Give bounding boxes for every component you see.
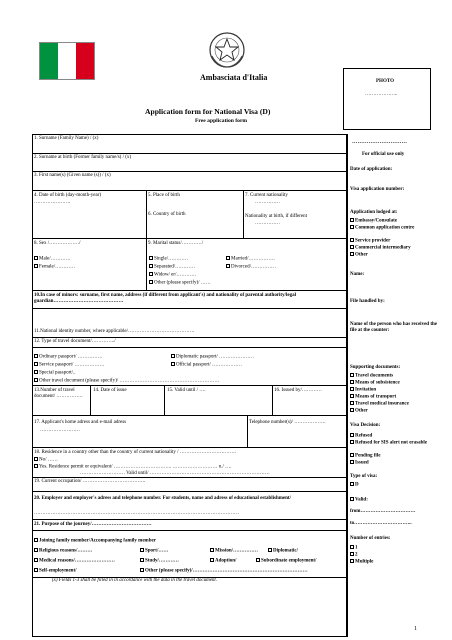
service-passport-label: Service passport/ ……………… (39, 362, 105, 368)
married-checkbox[interactable] (226, 256, 230, 260)
special-passport-checkbox[interactable] (34, 370, 38, 374)
residence-yes-option[interactable] (34, 464, 231, 471)
decision-pending-label: Pending file (355, 453, 381, 459)
support-travel-docs-checkbox[interactable] (350, 373, 354, 377)
visa-decision-title: Visa Decision: (350, 423, 381, 428)
sidebar-border (347, 134, 348, 637)
visa-number-label: Visa application number: (350, 187, 405, 192)
file-handled-label: File handled by: (350, 299, 385, 304)
self-employment-checkbox[interactable] (34, 568, 38, 572)
female-checkbox[interactable] (34, 264, 38, 268)
photo-label: PHOTO (376, 79, 394, 84)
other-status-label: Other (please specify)/ …… (154, 280, 211, 286)
male-label: Male/………… (39, 256, 71, 262)
decision-sis-option[interactable] (350, 440, 440, 447)
official-dotline: ………………………… (352, 139, 407, 145)
type-d-label: D (355, 482, 359, 488)
valid-checkbox[interactable] (350, 497, 354, 501)
joining-family-option[interactable] (34, 538, 156, 545)
special-passport-label: Special passport/.. (39, 370, 76, 376)
valid-from-line: from…………………………… (350, 509, 416, 514)
lodged-provider-label: Service provider (355, 238, 391, 244)
decision-refused-checkbox[interactable] (350, 433, 354, 437)
entries-2-option[interactable] (350, 552, 358, 559)
ordinary-passport-label: Ordinary passport/ …………… (39, 354, 103, 360)
religious-label: Religious reasons/……… (39, 548, 93, 554)
entries-2-label: 2 (355, 552, 358, 558)
support-invitation-label: Invitation (355, 387, 377, 393)
entries-title: Number of entries: (350, 536, 391, 541)
divorced-label: Divorced/…………… (231, 264, 276, 270)
lodged-at-title: Application lodged at: (350, 210, 398, 215)
form-title: Application form for National Visa (D) (145, 107, 271, 116)
separated-option[interactable] (149, 264, 195, 271)
photo-dots: ……………….. (365, 92, 398, 97)
medical-label: Medical reasons/…………………… (39, 558, 115, 564)
support-subsistence-option[interactable] (350, 380, 400, 387)
date-of-application-label: Date of application: (350, 167, 393, 172)
emblem-of-italy-icon (207, 30, 247, 70)
country-of-birth-field[interactable]: 6. Country of birth (148, 212, 186, 217)
support-travel-docs-label: Travel documents (355, 373, 394, 379)
sport-option[interactable] (140, 548, 168, 555)
lodged-embassy-option[interactable] (350, 218, 397, 225)
female-label: Female/………… (39, 264, 76, 270)
place-of-birth-field[interactable]: 5. Place of birth (148, 193, 180, 198)
other-purpose-checkbox[interactable] (140, 568, 144, 572)
entries-multiple-option[interactable] (350, 559, 373, 566)
support-transport-checkbox[interactable] (350, 394, 354, 398)
surname-at-birth-field[interactable]: 2. Surname at birth (Former family name/s) / (x) (34, 155, 132, 160)
issued-by-field[interactable]: 16. Issued by/………… (274, 388, 322, 393)
single-option[interactable] (149, 256, 188, 263)
travel-document-type-field: 12. Type of travel document/…………../ (34, 339, 116, 344)
nationality-dots: …………… (255, 200, 280, 205)
diplomatic-purpose-label: Diplomatic/ (273, 548, 298, 554)
decision-refused-label: Refused (355, 433, 373, 439)
sport-checkbox[interactable] (140, 548, 144, 552)
single-label: Single/………… (154, 256, 189, 262)
valid-to-line: to…………………………….. (350, 521, 412, 526)
residence-no-label: No/ …… (39, 457, 58, 463)
nationality-field[interactable]: 7. Current nationality (245, 193, 288, 198)
official-passport-checkbox[interactable] (171, 362, 175, 366)
first-name-field[interactable]: 3. First name(s) (Given name (s)) / (x) (34, 173, 111, 178)
nationality-at-birth-dots: …………… (255, 221, 280, 226)
date-of-birth-dots: …………………. (34, 200, 71, 205)
official-passport-option[interactable] (171, 362, 242, 369)
supporting-documents-title: Supporting documents: (350, 365, 401, 370)
lodged-provider-option[interactable] (350, 238, 390, 245)
type-d-option[interactable] (350, 482, 359, 489)
embassy-name: Ambasciata d'Italia (200, 73, 268, 82)
other-purpose-option[interactable] (140, 568, 308, 575)
study-option[interactable] (140, 558, 179, 565)
divorced-checkbox[interactable] (226, 264, 230, 268)
type-d-checkbox[interactable] (350, 482, 354, 486)
ordinary-passport-checkbox[interactable] (34, 354, 38, 358)
support-transport-option[interactable] (350, 394, 396, 401)
lodged-centre-checkbox[interactable] (350, 225, 354, 229)
name-label: Name: (350, 272, 365, 277)
diplomatic-purpose-option[interactable] (268, 548, 298, 555)
sex-field: 8. Sex /………………/ (34, 241, 81, 246)
subordinate-label: Subordinate employment/ (261, 558, 317, 564)
support-subsistence-label: Means of subsistence (355, 380, 400, 386)
widow-label: Widow/ er/………… (154, 272, 197, 278)
joining-family-checkbox[interactable] (34, 538, 38, 542)
form-subtitle: Free application form (195, 118, 248, 124)
adoption-checkbox[interactable] (210, 558, 214, 562)
lodged-intermediary-checkbox[interactable] (350, 245, 354, 249)
flag-red-stripe (76, 43, 94, 79)
lodged-other-checkbox[interactable] (350, 252, 354, 256)
support-invitation-checkbox[interactable] (350, 387, 354, 391)
married-option[interactable] (226, 256, 275, 263)
telephone-field[interactable]: Telephone number(s)/ ………………. (249, 420, 326, 425)
service-passport-option[interactable] (34, 362, 105, 369)
italian-flag (39, 42, 95, 80)
medical-option[interactable] (34, 558, 115, 565)
decision-sis-label: Refused for SIS alert not erasable (355, 440, 427, 446)
official-passport-label: Official passport/ ……………… (176, 362, 243, 368)
document-number-field[interactable]: 13.Number of travel document/ ……………. (34, 388, 83, 399)
decision-pending-option[interactable] (350, 453, 380, 460)
lodged-embassy-label: Embassy/Consulate (355, 218, 397, 224)
decision-pending-checkbox[interactable] (350, 453, 354, 457)
study-label: Study/………… (145, 558, 179, 564)
date-of-issue-field[interactable]: 14. Date of issue (93, 388, 127, 393)
residence-yes-checkbox[interactable] (34, 464, 38, 468)
entries-1-checkbox[interactable] (350, 545, 354, 549)
purpose-of-journey-field: 21. Purpose of the journey/……………………………… (34, 522, 152, 527)
lodged-other-option[interactable] (350, 252, 368, 259)
mission-checkbox[interactable] (210, 548, 214, 552)
diplomatic-passport-label: Diplomatic passport/ ………………… (176, 354, 255, 360)
mission-option[interactable] (210, 548, 258, 555)
study-checkbox[interactable] (140, 558, 144, 562)
subordinate-checkbox[interactable] (256, 558, 260, 562)
home-address-field[interactable]: 17. Applicant's home adress and e-mail adress (34, 420, 127, 425)
decision-issued-option[interactable] (350, 460, 369, 467)
decision-issued-label: Issued (355, 460, 369, 466)
self-employment-label: Self-employment/ (39, 568, 77, 574)
residence-yes-label: Yes. Residence permit or equivalent/ …………………………….. ……………………… n./ …. (39, 464, 232, 470)
lodged-embassy-checkbox[interactable] (350, 218, 354, 222)
residence-other-country-field: 18. Residence in a country other than the country of current nationality / ……………………………. (34, 450, 237, 455)
entries-2-checkbox[interactable] (350, 552, 354, 556)
lodged-centre-option[interactable] (350, 225, 438, 232)
decision-issued-checkbox[interactable] (350, 460, 354, 464)
minors-guardian-field[interactable]: 10.In case of minors: surname, first name, address (if different from applicant's) and nationality of parental authority/legal guardian…………………………………… (34, 293, 296, 304)
diplomatic-passport-option[interactable] (171, 354, 254, 361)
separated-label: Separated/………… (154, 264, 196, 270)
nationality-at-birth-field[interactable]: Nationality at birth, if different (245, 214, 307, 219)
flag-green-stripe (40, 43, 58, 79)
mission-label: Mission/…………… (215, 548, 259, 554)
residence-valid-until[interactable]: ……………………… Valid until/ ……………………………………………………………… (80, 471, 270, 476)
married-label: Married/……………. (231, 256, 275, 262)
official-use-title: For official use only (362, 152, 405, 157)
religious-option[interactable] (34, 548, 92, 555)
occupation-field[interactable]: 19. Current occupation/ ……………………………….. (34, 479, 146, 484)
male-option[interactable] (34, 256, 71, 263)
single-checkbox[interactable] (149, 256, 153, 260)
support-insurance-checkbox[interactable] (350, 401, 354, 405)
entries-multiple-label: Multiple (355, 559, 374, 565)
support-other-option[interactable] (350, 408, 368, 415)
ordinary-passport-option[interactable] (34, 354, 103, 361)
other-document-checkbox[interactable] (34, 378, 38, 382)
diplomatic-passport-checkbox[interactable] (171, 354, 175, 358)
religious-checkbox[interactable] (34, 548, 38, 552)
female-option[interactable] (34, 264, 75, 271)
residence-no-option[interactable] (34, 457, 58, 464)
medical-checkbox[interactable] (34, 558, 38, 562)
lodged-intermediary-option[interactable] (350, 245, 411, 252)
employer-dots: …………………………………………………………………………………………………………… (34, 511, 239, 516)
surname-field[interactable]: 1. Surname (Family Name) / (x) (34, 136, 99, 141)
support-insurance-label: Travel medical insurance (355, 401, 409, 407)
valid-option[interactable] (350, 497, 368, 504)
residence-no-checkbox[interactable] (34, 457, 38, 461)
flag-white-stripe (58, 43, 76, 79)
employer-field[interactable]: 20. Employer and employer's adress and telephone number. For students, name and adress of educational establishment/ (34, 496, 291, 501)
counter-person-label: Name of the person who has received the file at the counter: (350, 322, 437, 333)
support-insurance-option[interactable] (350, 401, 409, 408)
other-status-option[interactable] (149, 280, 211, 287)
self-employment-option[interactable] (34, 568, 77, 575)
support-subsistence-checkbox[interactable] (350, 380, 354, 384)
support-other-checkbox[interactable] (350, 408, 354, 412)
subordinate-option[interactable] (256, 558, 316, 565)
sport-label: Sport/…… (145, 548, 169, 554)
service-passport-checkbox[interactable] (34, 362, 38, 366)
other-document-label: Other travel document (please specify)/ …………………………………………………… (39, 378, 220, 384)
decision-sis-checkbox[interactable] (350, 440, 354, 444)
adoption-label: Adoption/ (215, 558, 237, 564)
other-document-option[interactable] (34, 378, 219, 385)
male-checkbox[interactable] (34, 256, 38, 260)
diplomatic-purpose-checkbox[interactable] (268, 548, 272, 552)
separated-checkbox[interactable] (149, 264, 153, 268)
date-of-birth-field[interactable]: 4. Date of birth (day-month-year) (34, 193, 102, 198)
type-of-visa-label: Type of visa: (350, 474, 378, 479)
decision-refused-option[interactable] (350, 433, 372, 440)
divorced-option[interactable] (226, 264, 276, 271)
support-other-label: Other (355, 408, 368, 414)
lodged-provider-checkbox[interactable] (350, 238, 354, 242)
marital-status-field: 9. Marital status/…………/ (148, 241, 204, 246)
national-id-field[interactable]: 11.National identity number, where applicable/…………………………………. (34, 329, 195, 334)
photo-box (343, 68, 431, 130)
other-purpose-label: Other (please specify)/…………………………………………………………… (145, 568, 308, 574)
other-status-checkbox[interactable] (149, 280, 153, 284)
valid-until-field[interactable]: 15. Valid until / …. (167, 388, 206, 393)
lodged-centre-label: Common application centre (355, 225, 415, 231)
footnote: (x) Fields 1-3 shall be filled in in accordance with the data in the travel document. (52, 578, 218, 583)
entries-multiple-checkbox[interactable] (350, 559, 354, 563)
adoption-option[interactable] (210, 558, 236, 565)
page-number: 1 (414, 626, 417, 632)
joining-family-label: Joining family member/Accompanying family member (39, 538, 156, 544)
lodged-other-label: Other (355, 252, 368, 258)
support-invitation-option[interactable] (350, 387, 376, 394)
valid-label: Valid: (355, 497, 368, 503)
lodged-intermediary-label: Commercial intermediary (355, 245, 411, 251)
special-passport-option[interactable] (34, 370, 76, 377)
widow-checkbox[interactable] (149, 272, 153, 276)
support-transport-label: Means of transport (355, 394, 397, 400)
home-address-dots: …………………… (40, 428, 80, 433)
entries-1-option[interactable] (350, 545, 358, 552)
entries-1-label: 1 (355, 545, 358, 551)
support-travel-docs-option[interactable] (350, 373, 393, 380)
widow-option[interactable] (149, 272, 196, 279)
